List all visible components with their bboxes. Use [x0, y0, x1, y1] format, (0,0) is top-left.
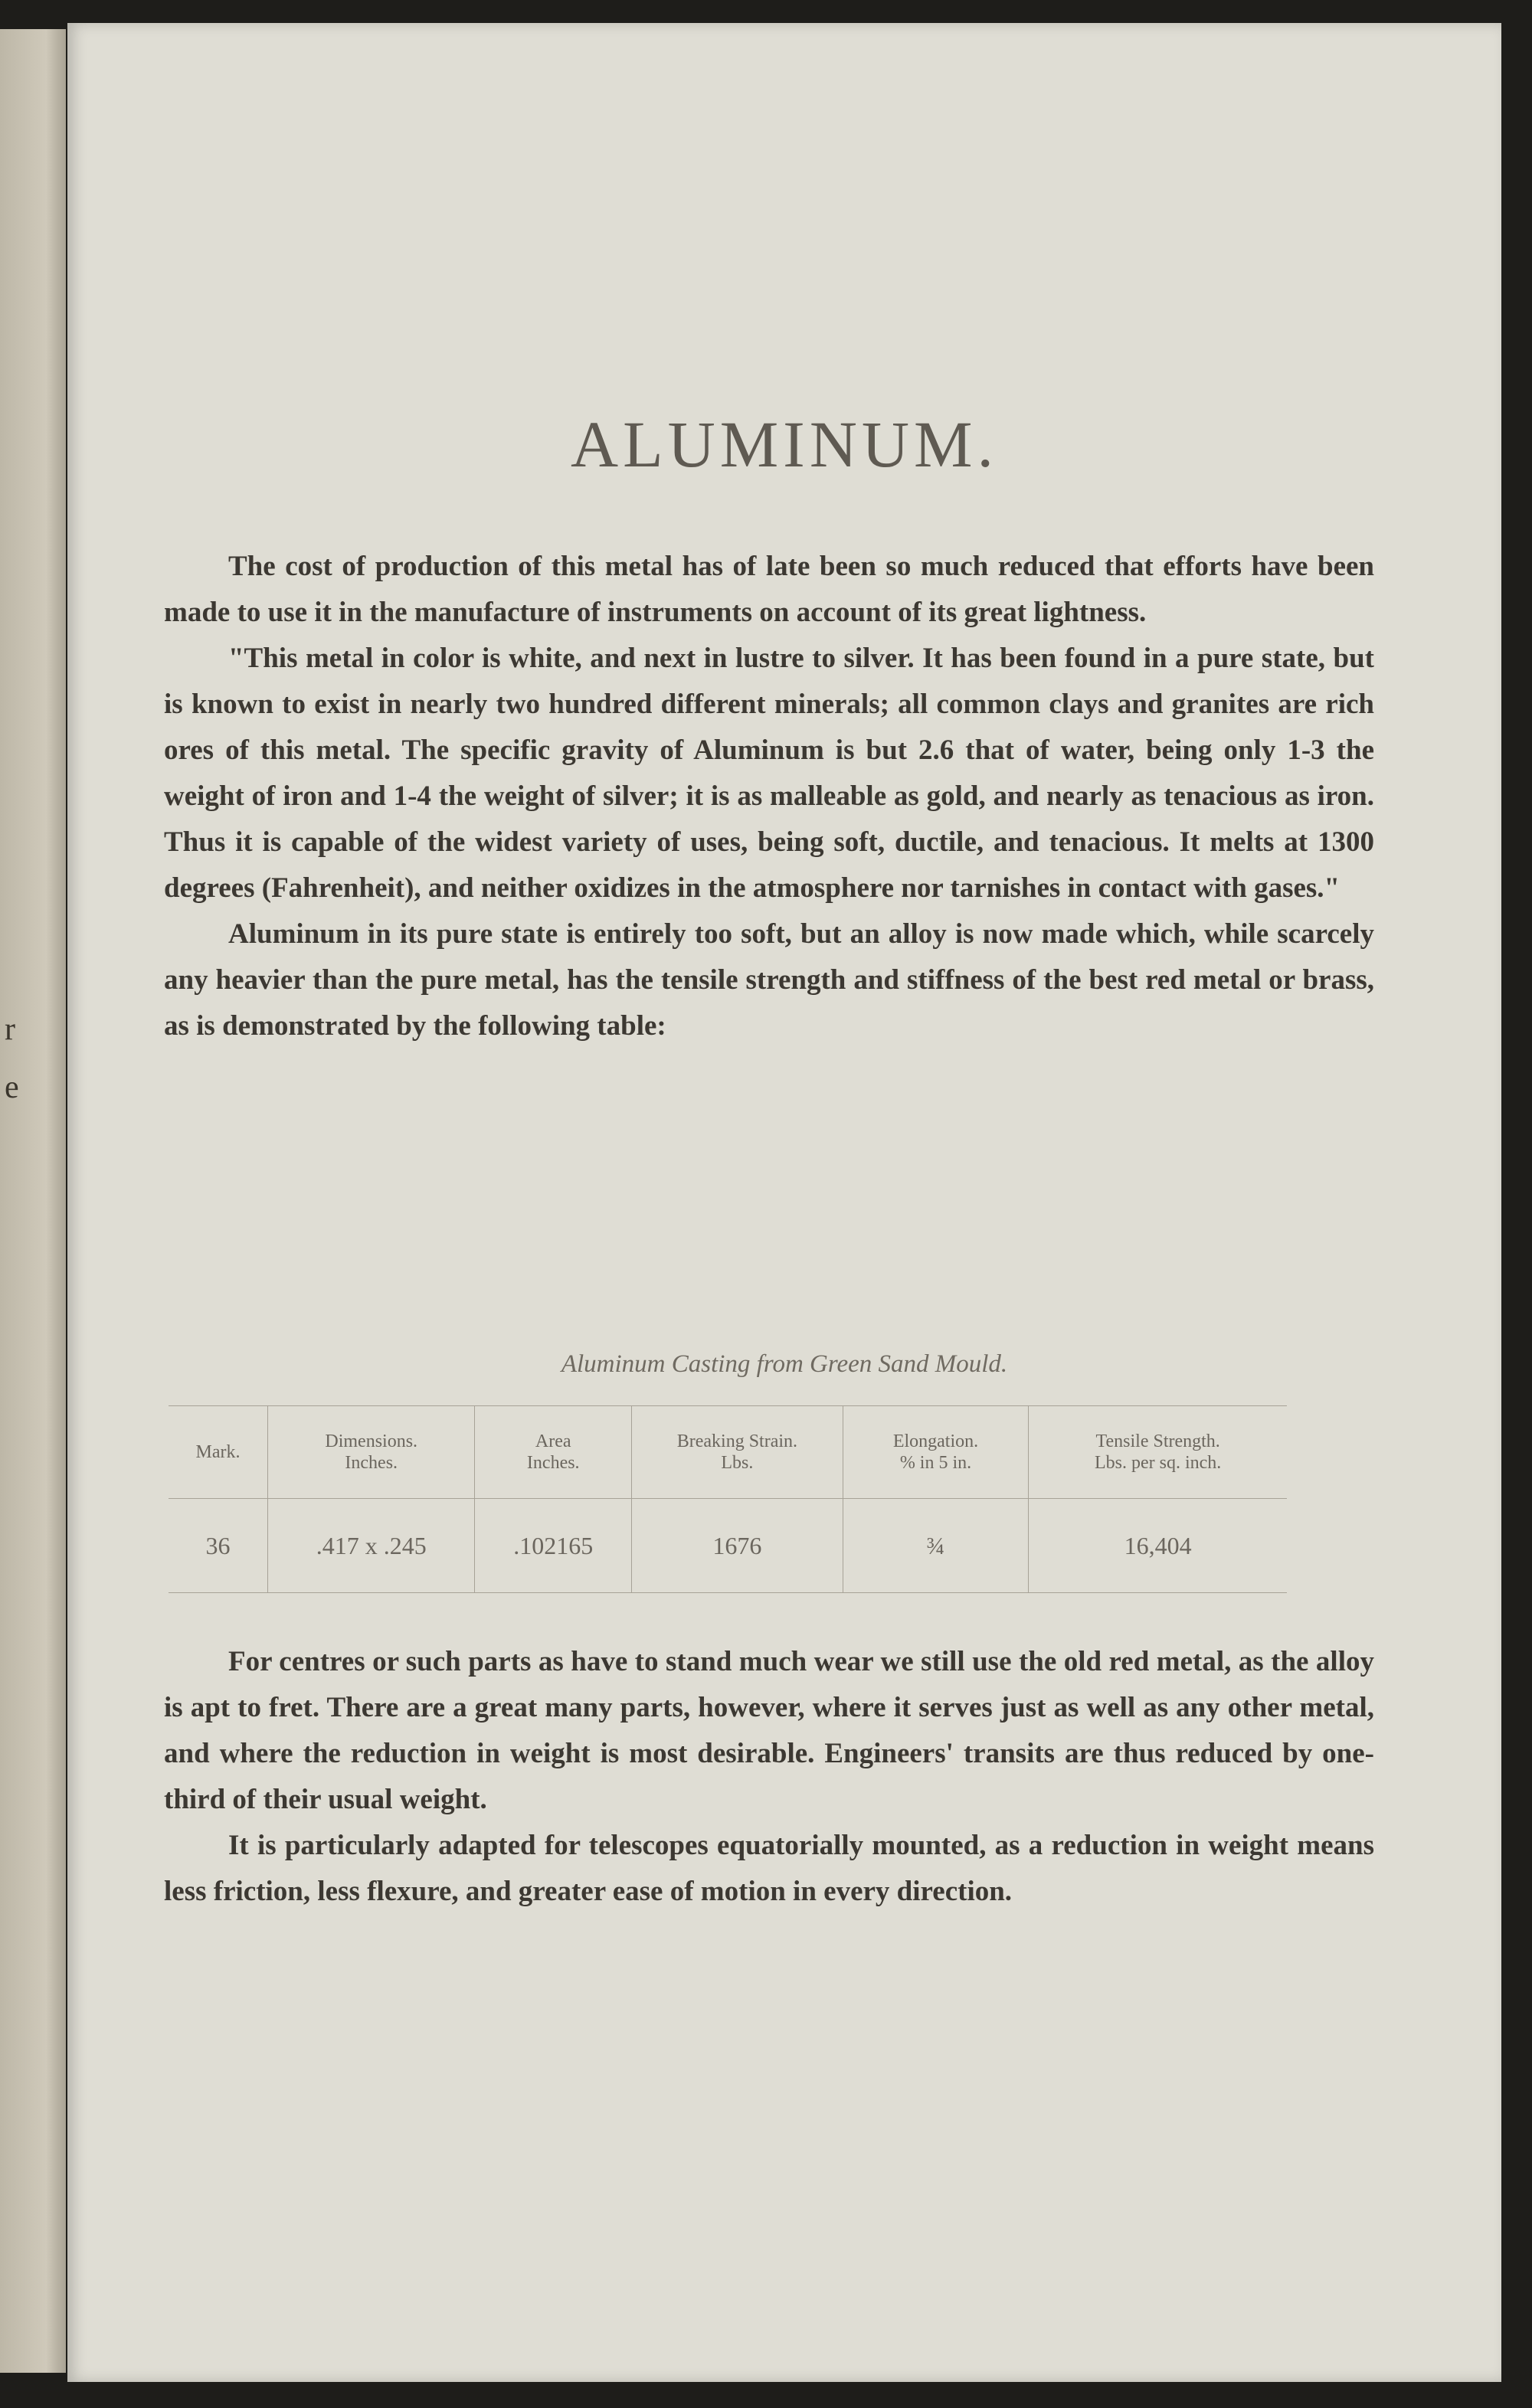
header-elongation: Elongation. % in 5 in. — [843, 1406, 1029, 1499]
paragraph: It is particularly adapted for telescopes equatorially mounted, as a reduction in weight means less friction, less flexure, and greater ease of motion in every direction. — [164, 1830, 1374, 1907]
table-caption: Aluminum Casting from Green Sand Mould. — [561, 1350, 1008, 1378]
paragraph: Aluminum in its pure state is entirely too soft, but an alloy is now made which, while scarcely any heavier than the pure metal, has the tensile strength and stiffness of the best red metal or brass, as is demonstrated by the following table: — [164, 918, 1374, 1042]
header-tensile-strength: Tensile Strength. Lbs. per sq. inch. — [1029, 1406, 1287, 1499]
header-mark: Mark. — [169, 1406, 268, 1499]
cell-breaking-strain: 1676 — [632, 1499, 843, 1593]
page-title: ALUMINUM. — [570, 407, 999, 481]
header-area: Area Inches. — [475, 1406, 632, 1499]
previous-page-letter: e — [5, 1070, 19, 1105]
cell-area: .102165 — [475, 1499, 632, 1593]
cell-dimensions: .417 x .245 — [268, 1499, 475, 1593]
cell-elongation: ¾ — [843, 1499, 1029, 1593]
book-page — [67, 23, 1501, 2382]
header-dimensions: Dimensions. Inches. — [268, 1406, 475, 1499]
previous-page-edge — [0, 29, 66, 2373]
previous-page-letter: r — [5, 1012, 15, 1047]
strength-table — [169, 1405, 1287, 1593]
closing-text — [164, 1639, 1374, 1915]
cell-tensile-strength: 16,404 — [1029, 1499, 1287, 1593]
paragraph: The cost of production of this metal has of late been so much reduced that efforts have been made to use it in the manufacture of instruments on account of its great lightness. — [164, 551, 1374, 628]
table-row — [169, 1499, 1287, 1593]
intro-text — [164, 544, 1374, 1049]
header-breaking-strain: Breaking Strain. Lbs. — [632, 1406, 843, 1499]
paragraph: "This metal in color is white, and next in lustre to silver. It has been found in a pure state, but is known to exist in nearly two hundred different minerals; all common clays and granites are rich ores of this metal. The specific gravity of Aluminum is but 2.6 that of water, being only 1-3 the weight of iron and 1-4 the weight of silver; it is as malleable as gold, and nearly as tenacious as iron. Thus it is capable of the widest variety of uses, being soft, ductile, and tenacious. It melts at 1300 degrees (Fahrenheit), and neither oxidizes in the atmosphere nor tarnishes in contact with gases." — [164, 643, 1374, 904]
table-header-row — [169, 1406, 1287, 1499]
cell-mark: 36 — [169, 1499, 268, 1593]
paragraph: For centres or such parts as have to stand much wear we still use the old red metal, as the alloy is apt to fret. There are a great many parts, however, where it serves just as well as any other metal, and where the reduction in weight is most desirable. Engineers' transits are thus reduced by one-third of their usual weight. — [164, 1646, 1374, 1815]
